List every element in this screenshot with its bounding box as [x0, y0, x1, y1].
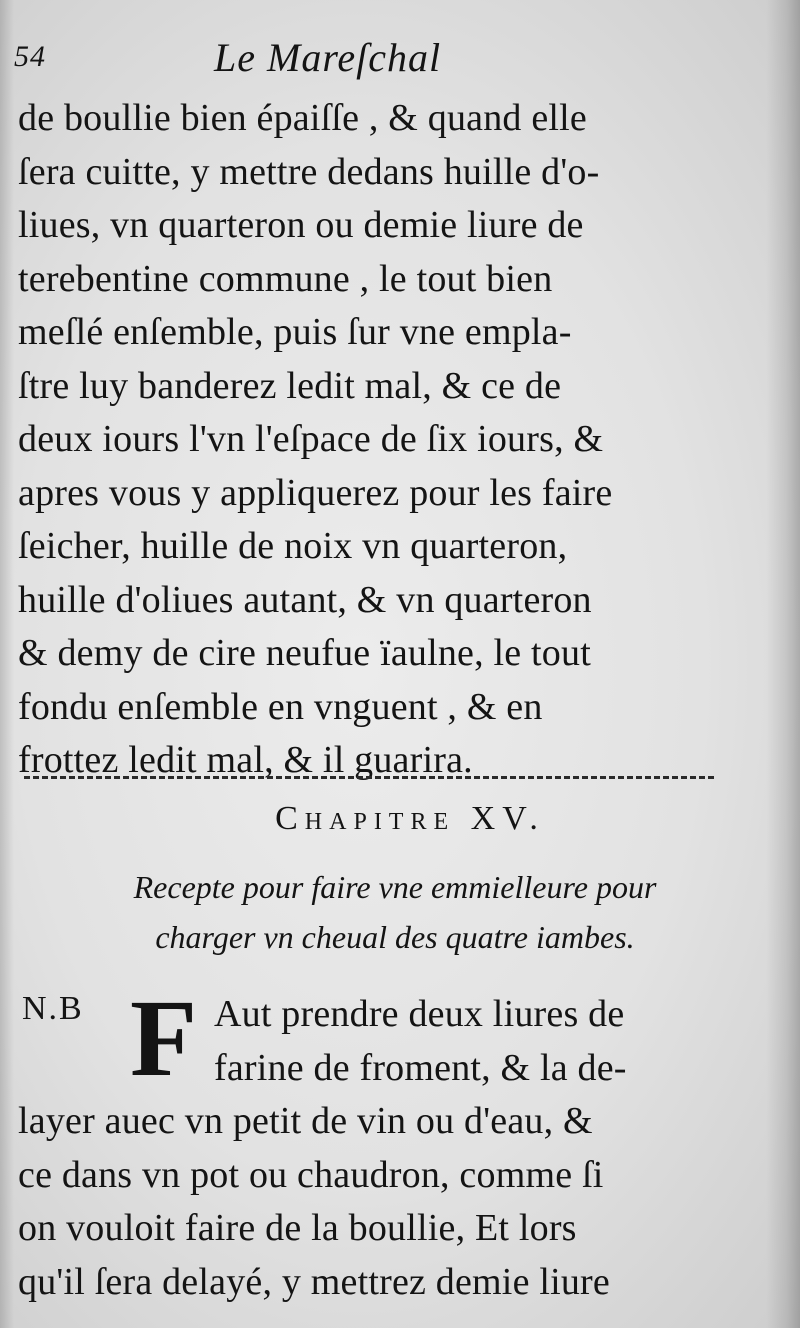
chapter-heading: Chapitre XV. [275, 800, 545, 837]
paragraph-1 [18, 92, 734, 788]
text-line: liues, vn quarteron ou demie liure de [18, 204, 584, 246]
text-line: ce dans vn pot ou chaudron, comme ſi [18, 1153, 604, 1196]
drop-cap: F [130, 977, 198, 1099]
text-line: on vouloit faire de la boullie, Et lors [18, 1207, 577, 1249]
page-header [14, 30, 760, 80]
text-line: de boullie bien épaiſſe , & quand elle [18, 97, 587, 139]
subtitle-line: charger vn cheual des quatre iambes. [155, 919, 635, 955]
text-line: deux iours l'vn l'eſpace de ſix iours, & [18, 418, 604, 460]
text-line: qu'il ſera delayé, y mettrez demie liure [18, 1260, 610, 1303]
text-line: & demy de cire neufue ïaulne, le tout [18, 632, 591, 674]
page-number: 54 [14, 40, 46, 73]
paragraph-2 [18, 977, 734, 1309]
text-line: terebentine commune , le tout bien [18, 257, 553, 300]
section-divider [24, 776, 714, 779]
chapter-subtitle [30, 862, 760, 962]
text-line: frottez ledit mal, & il guarira. [18, 739, 473, 781]
text-line: apres vous y appliquerez pour les faire [18, 471, 613, 514]
page-edge-shadow [0, 0, 14, 1328]
running-title: Le Mareſchal [214, 35, 442, 80]
text-line: huille d'oliues autant, & vn quarteron [18, 578, 592, 621]
text-line: Aut prendre deux liures de [214, 993, 625, 1035]
text-line: farine de froment, & la de- [214, 1046, 627, 1089]
text-line: ſera cuitte, y mettre dedans huille d'o- [18, 150, 600, 193]
text-line: ſeicher, huille de noix vn quarteron, [18, 525, 568, 567]
subtitle-line: Recepte pour faire vne emmielleure pour [133, 869, 657, 905]
text-line: meſlé enſemble, puis ſur vne empla- [18, 311, 572, 353]
text-line: ſtre luy banderez ledit mal, & ce de [18, 364, 562, 407]
text-line: fondu enſemble en vnguent , & en [18, 685, 543, 728]
marginal-note: N.B [22, 990, 84, 1027]
text-line: layer auec vn petit de vin ou d'eau, & [18, 1100, 593, 1142]
gutter-shadow [766, 0, 800, 1328]
